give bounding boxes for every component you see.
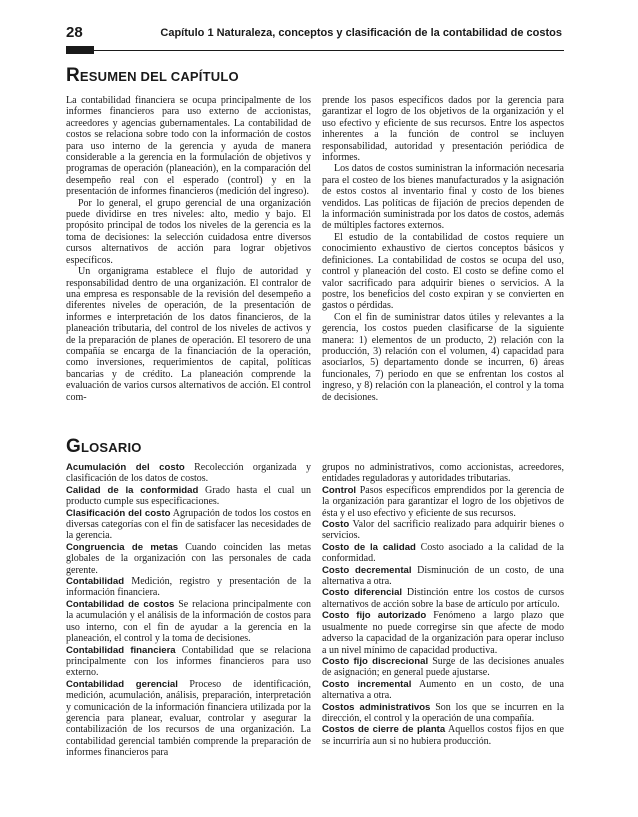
glossary-definition: Contabilidad que se relaciona principalmente con los informes financieros para uso externo. [66, 644, 312, 679]
resumen-paragraph: Un organigrama establece el flujo de autoridad y responsabilidad dentro de una organización. El contralor de una empresa es responsable de la revisión del desempeño a diferentes niveles de operación, de la presentación de informes e interpretación de los datos financieros, de la planeación tributaria, del control de los niveles de activos y de la preparación de planes de operación. El tesorero de una compañía se encarga de la financiación de la operación, como inversiones, requerimientos de capital, políticas bancarias y de crédito. La planeación comprende la evaluación de varios cursos alternativos de acción. El control com- [66, 266, 311, 403]
page-header [66, 24, 562, 46]
glossary-entry [322, 519, 564, 542]
glossary-entry [322, 702, 564, 725]
glossary-entry [322, 587, 564, 610]
glossary-entry [66, 576, 311, 599]
resumen-paragraph: Con el fin de suministrar datos útiles y relevantes a la gerencia, los costos pueden clasificarse de la siguiente manera: 1) elementos de un producto, 2) relación con la producción, 3) relación con el volumen, 4) capacidad para asociarlos, 5) departamento donde se incurren, 6) áreas funcionales, 7) periodo en que se enfrentan los costos al ingreso, y 8) relación con la planeación, el control y la toma de decisiones. [322, 311, 564, 403]
resumen-paragraph: Los datos de costos suministran la información necesaria para el costeo de los bienes manufacturados y la asignación de estos costos al inventario final y costo de los bienes vendidos. Las políticas de fijación de precios dependen de la información suministrada por los datos de costos, además de múltiples factores externos. [322, 163, 564, 232]
glossary-entry [322, 679, 564, 702]
glossary-entry [66, 542, 311, 576]
resumen-paragraph: Por lo general, el grupo gerencial de una organización puede dividirse en tres niveles: alto, medio y bajo. El propósito principal de todos los niveles de la gerencia es la toma de decisiones: la selección cuidadosa entre diversos cursos alternativos de acción para lograr objetivos específicos. [66, 197, 311, 266]
glossary-definition: Disminución de un costo, de una alternativa a otra. [322, 564, 564, 588]
glossary-term: Contabilidad [66, 576, 125, 588]
glossary-definition: Fenómeno a largo plazo que usualmente no puede corregirse sin que afecte de modo adverso la capacidad de la organización para operar incluso a un nivel mínimo de capacidad productiva. [322, 610, 564, 656]
glosario-heading-rest: LOSARIO [80, 440, 142, 455]
glossary-definition: Surge de las decisiones anuales de asignación; en general puede ajustarse. [322, 655, 564, 679]
page-number: 28 [66, 24, 83, 41]
glossary-entry [322, 462, 564, 485]
glosario-right-column [322, 462, 564, 747]
resumen-left-column [66, 95, 311, 403]
glossary-entry [322, 485, 564, 519]
resumen-heading [66, 65, 239, 87]
glossary-entry [322, 610, 564, 656]
glossary-term: Costo decremental [322, 564, 412, 576]
glossary-term: Contabilidad financiera [66, 644, 176, 656]
glossary-term: Costos de cierre de planta [322, 724, 446, 736]
glossary-term: Contabilidad gerencial [66, 678, 178, 690]
glossary-entry [66, 599, 311, 645]
glossary-definition: Recolección organizada y clasificación de los datos de costos. [66, 462, 311, 485]
resumen-right-column [322, 95, 564, 403]
header-rule-line [66, 50, 564, 51]
glosario-left-column [66, 462, 311, 759]
glossary-definition: Son los que se incurren en la dirección, el control y la operación de una compañía. [322, 701, 565, 724]
glossary-term: Costo fijo discrecional [322, 655, 429, 667]
resumen-paragraph: El estudio de la contabilidad de costos requiere un conocimiento exhaustivo de ciertos conceptos básicos y definiciones. La contabilidad de costos se ocupa del uso, control y planeación del costo. El costo se define como el valor sacrificado para adquirir bienes o servicios. A la postre, los beneficios del costo expiran y se convierten en gastos o pérdidas. [322, 231, 564, 312]
glossary-entry [66, 462, 311, 485]
glossary-entry [322, 565, 564, 588]
glossary-term: Contabilidad de costos [66, 598, 175, 610]
running-head: Capítulo 1 Naturaleza, conceptos y clasificación de la contabilidad de costos [160, 27, 562, 39]
glossary-definition: Aquellos costos fijos en que se incurriría aun si no hubiera producción. [322, 724, 564, 747]
glosario-heading-initial: G [66, 436, 81, 457]
glossary-term: Costo incremental [322, 678, 412, 690]
glossary-term: Congruencia de metas [66, 541, 179, 553]
glossary-term: Costos administrativos [322, 701, 431, 713]
glossary-term: Costo fijo autorizado [322, 610, 427, 622]
glossary-entry [322, 542, 564, 565]
glosario-heading [66, 436, 142, 458]
glossary-definition: Distinción entre los costos de cursos alternativos de acción sobre la base de artículo por artículo. [322, 587, 565, 610]
resumen-heading-rest: ESUMEN DEL CAPÍTULO [79, 69, 239, 84]
glossary-definition: Valor del sacrificio realizado para adquirir bienes o servicios. [322, 519, 564, 542]
glossary-definition: Cuando coinciden las metas globales de la organización con las personales de cada gerente. [66, 541, 312, 576]
glossary-entry [66, 679, 311, 759]
glossary-definition: Proceso de identificación, medición, acumulación, análisis, preparación, interpretación y comunicación de la información financiera utilizada por la gerencia para planear, evaluar, controlar y asegurar la contabilización de los recursos de una organización. La contabilidad gerencial también comprende la preparación de informes financieros para [66, 678, 312, 759]
glossary-term: Costo diferencial [322, 587, 403, 599]
glossary-term: Clasificación del costo [66, 507, 171, 519]
glossary-term: Costo de la calidad [322, 541, 416, 553]
glossary-entry [66, 485, 311, 508]
glossary-term: Calidad de la conformidad [66, 484, 199, 496]
glossary-definition: grupos no administrativos, como accionistas, acreedores, entidades reguladoras y autoridades tributarias. [322, 462, 564, 485]
glossary-term: Control [322, 484, 357, 496]
resumen-paragraph: La contabilidad financiera se ocupa principalmente de los informes financieros para uso externo de accionistas, acreedores y agencias gubernamentales. La contabilidad de costos se relaciona sobre todo con la información de costos para uso interno de la gerencia y ayuda de manera considerable a la gerencia en la formulación de objetivos y programas de operación (planeación), en la comparación del desempeño real con el esperado (control) y en la presentación de informes financieros (medición del ingreso). [66, 95, 311, 198]
glossary-definition: Costo asociado a la calidad de la conformidad. [322, 541, 564, 565]
glossary-definition: Medición, registro y presentación de la información financiera. [66, 576, 312, 599]
glossary-definition: Pasos específicos emprendidos por la gerencia de la organización para garantizar el logro de los objetivos de ésta y el uso efectivo y eficiente de sus recursos. [322, 484, 565, 519]
glossary-entry [66, 645, 311, 679]
glossary-definition: Aumento en un costo, de una alternativa a otra. [322, 678, 564, 702]
glossary-term: Acumulación del costo [66, 462, 185, 473]
glossary-definition: Grado hasta el cual un producto cumple sus especificaciones. [66, 484, 311, 508]
glossary-term: Costo [322, 519, 350, 531]
resumen-heading-initial: R [66, 65, 80, 86]
glossary-entry [322, 724, 564, 747]
glossary-definition: Agrupación de todos los costos en diversas categorías con el fin de satisfacer las necesidades de la gerencia. [66, 507, 311, 542]
resumen-paragraph: prende los pasos específicos dados por la gerencia para garantizar el logro de los objetivos de la organización y el uso efectivo y eficiente de sus recursos. Entre los aspectos inherentes a la función de control se incluyen responsabilidad, autoridad y presentación periódica de informes. [322, 95, 564, 164]
glossary-definition: Se relaciona principalmente con la acumulación y el análisis de la información de costos para uso interno, con el fin de ayudar a la gerencia en la planeación, el control y la toma de decisiones. [66, 598, 311, 645]
glossary-entry [66, 508, 311, 542]
glossary-entry [322, 656, 564, 679]
